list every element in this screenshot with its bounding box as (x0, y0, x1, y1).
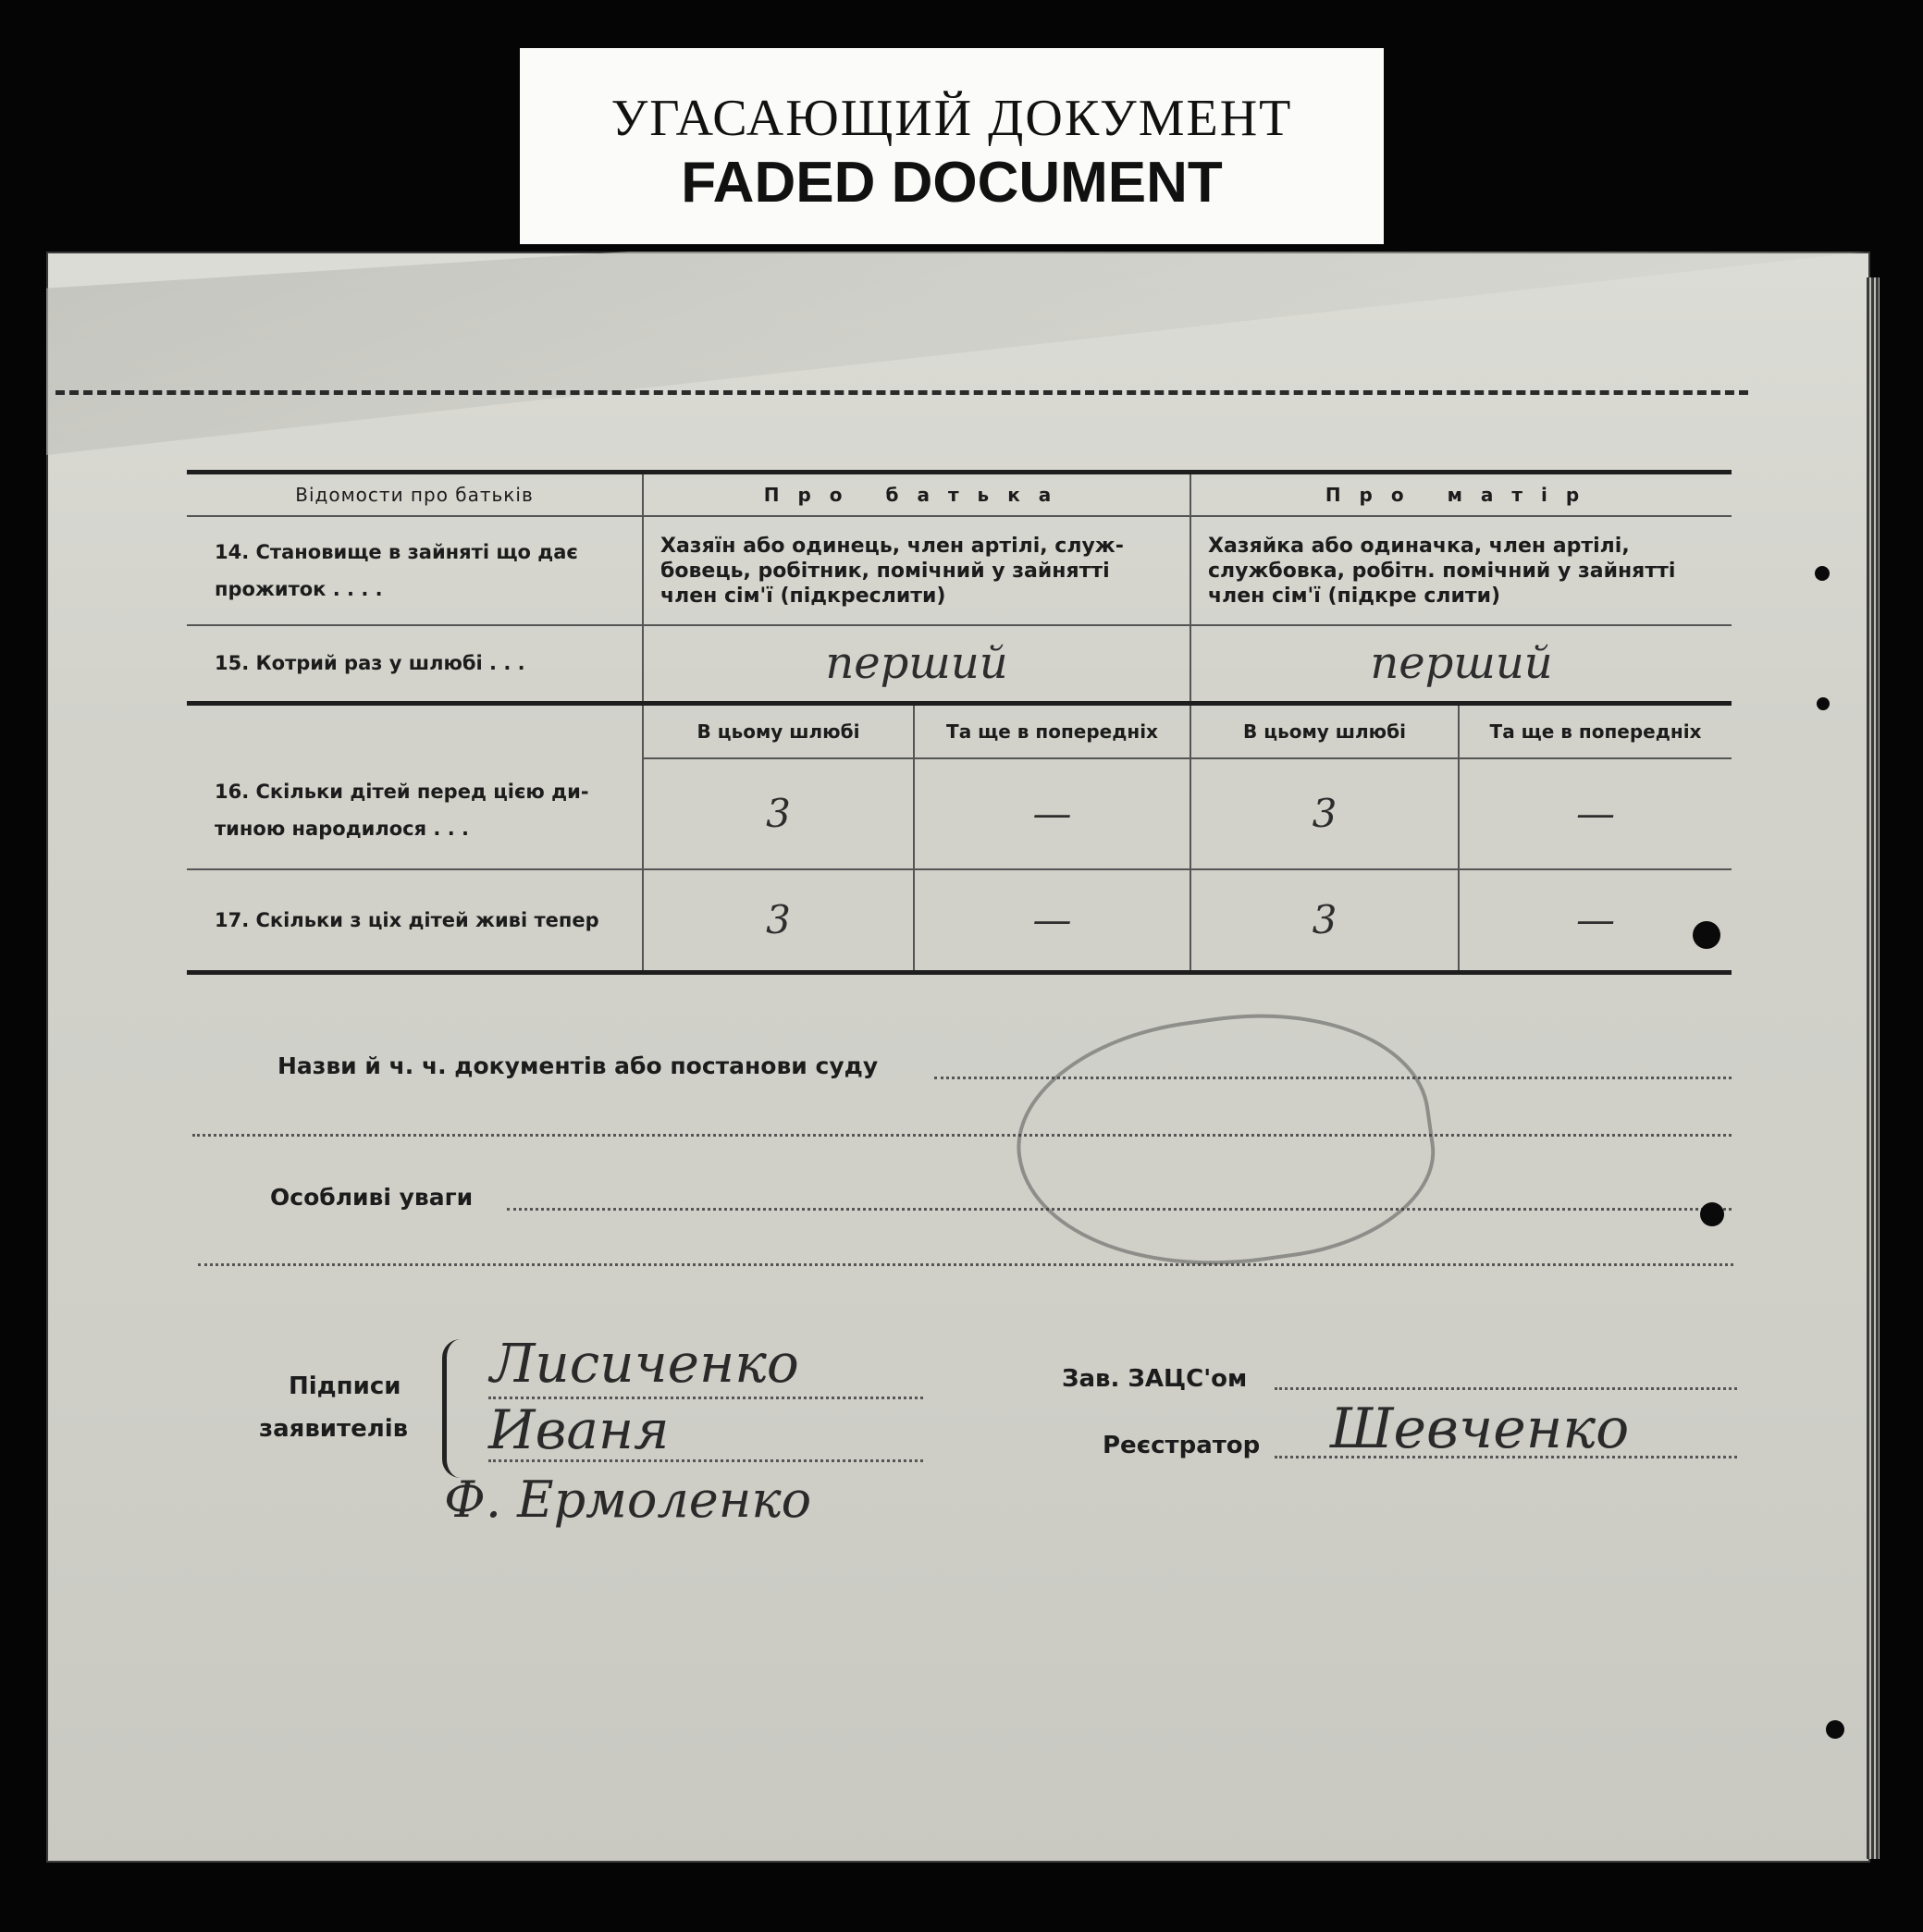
row16-mother-prev: — (1459, 758, 1732, 869)
faded-document-banner (520, 48, 1384, 244)
banner-title-ru: УГАСАЮЩИЙ ДОКУМЕНТ (610, 90, 1293, 147)
perforation-line (55, 390, 1748, 395)
row16-mother-this: 3 (1190, 758, 1459, 869)
row14-mother-line3: член сім'ї (підкре слити) (1208, 584, 1501, 608)
row17-father-this: 3 (643, 869, 914, 973)
row17-father-prev: — (914, 869, 1190, 973)
parents-table (187, 470, 1732, 975)
row14-label-line1: 14. Становище в зайняті що дає (215, 541, 578, 563)
row15-mother-value: перший (1190, 625, 1732, 703)
remarks-dotted-line-2 (198, 1263, 1733, 1266)
punch-hole (1815, 566, 1830, 581)
row14-mother-line2: службовка, робітн. помічний у зайнятті (1208, 559, 1676, 583)
remarks-label: Особливі уваги (270, 1184, 474, 1211)
header-about-father: Про батька (643, 473, 1190, 517)
head-zags-line (1275, 1387, 1737, 1390)
applicants-label-line2: заявителів (259, 1415, 409, 1443)
row14-father-line1: Хазяїн або одинець, член артілі, служ- (660, 534, 1124, 558)
row14-mother-line1: Хазяйка або одиначка, член артілі, (1208, 534, 1630, 558)
applicants-brace (442, 1339, 463, 1478)
subheader-father-this-marriage: В цьому шлюбі (643, 703, 914, 758)
punch-hole (1817, 697, 1830, 710)
applicants-label-line1: Підписи (289, 1372, 401, 1400)
row16-label (187, 703, 643, 869)
row14-father-line2: бовець, робітник, помічний у зайнятті (660, 559, 1110, 583)
row16-father-this: 3 (643, 758, 914, 869)
row17-label: 17. Скільки з ціх дітей живі тепер (187, 869, 643, 973)
punch-hole (1826, 1720, 1844, 1739)
punch-hole (1693, 921, 1720, 949)
row17-mother-prev: — (1459, 869, 1732, 973)
applicant-signature-1: Лисиченко (490, 1332, 799, 1395)
parents-info-form (187, 470, 1732, 975)
row14-father-line3: член сім'ї (підкреслити) (660, 584, 946, 608)
page-stack-edge (1867, 277, 1880, 1859)
row14-label-line2: прожиток . . . . (215, 578, 383, 600)
row16-label-line2: тиною народилося . . . (215, 817, 469, 840)
row15-father-value: перший (643, 625, 1190, 703)
header-parents-info: Відомости про батьків (187, 473, 643, 517)
documents-label: Назви й ч. ч. документів або постанови суду (277, 1052, 879, 1079)
registrar-signature: Шевченко (1330, 1397, 1630, 1461)
documents-dotted-line-2 (192, 1134, 1732, 1137)
subheader-father-previous: Та ще в попередніх (914, 703, 1190, 758)
registrar-label: Реєстратор (1103, 1432, 1261, 1459)
row14-label (187, 516, 643, 625)
row16-label-line1: 16. Скільки дітей перед цією ди- (215, 780, 589, 803)
subheader-mother-previous: Та ще в попередніх (1459, 703, 1732, 758)
punch-hole (1700, 1202, 1724, 1226)
applicant-signature-2: Иваня (488, 1398, 670, 1461)
banner-title-en: FADED DOCUMENT (681, 151, 1223, 215)
row15-label: 15. Котрий раз у шлюбі . . . (187, 625, 643, 703)
head-zags-label: Зав. ЗАЦС'ом (1062, 1365, 1248, 1393)
row14-mother-options (1190, 516, 1732, 625)
row14-father-options (643, 516, 1190, 625)
subheader-mother-this-marriage: В цьому шлюбі (1190, 703, 1459, 758)
applicant-line-2 (488, 1459, 923, 1462)
row16-father-prev: — (914, 758, 1190, 869)
applicant-signature-3: Ф. Ермоленко (444, 1471, 812, 1529)
row17-mother-this: 3 (1190, 869, 1459, 973)
header-about-mother: Про матір (1190, 473, 1732, 517)
